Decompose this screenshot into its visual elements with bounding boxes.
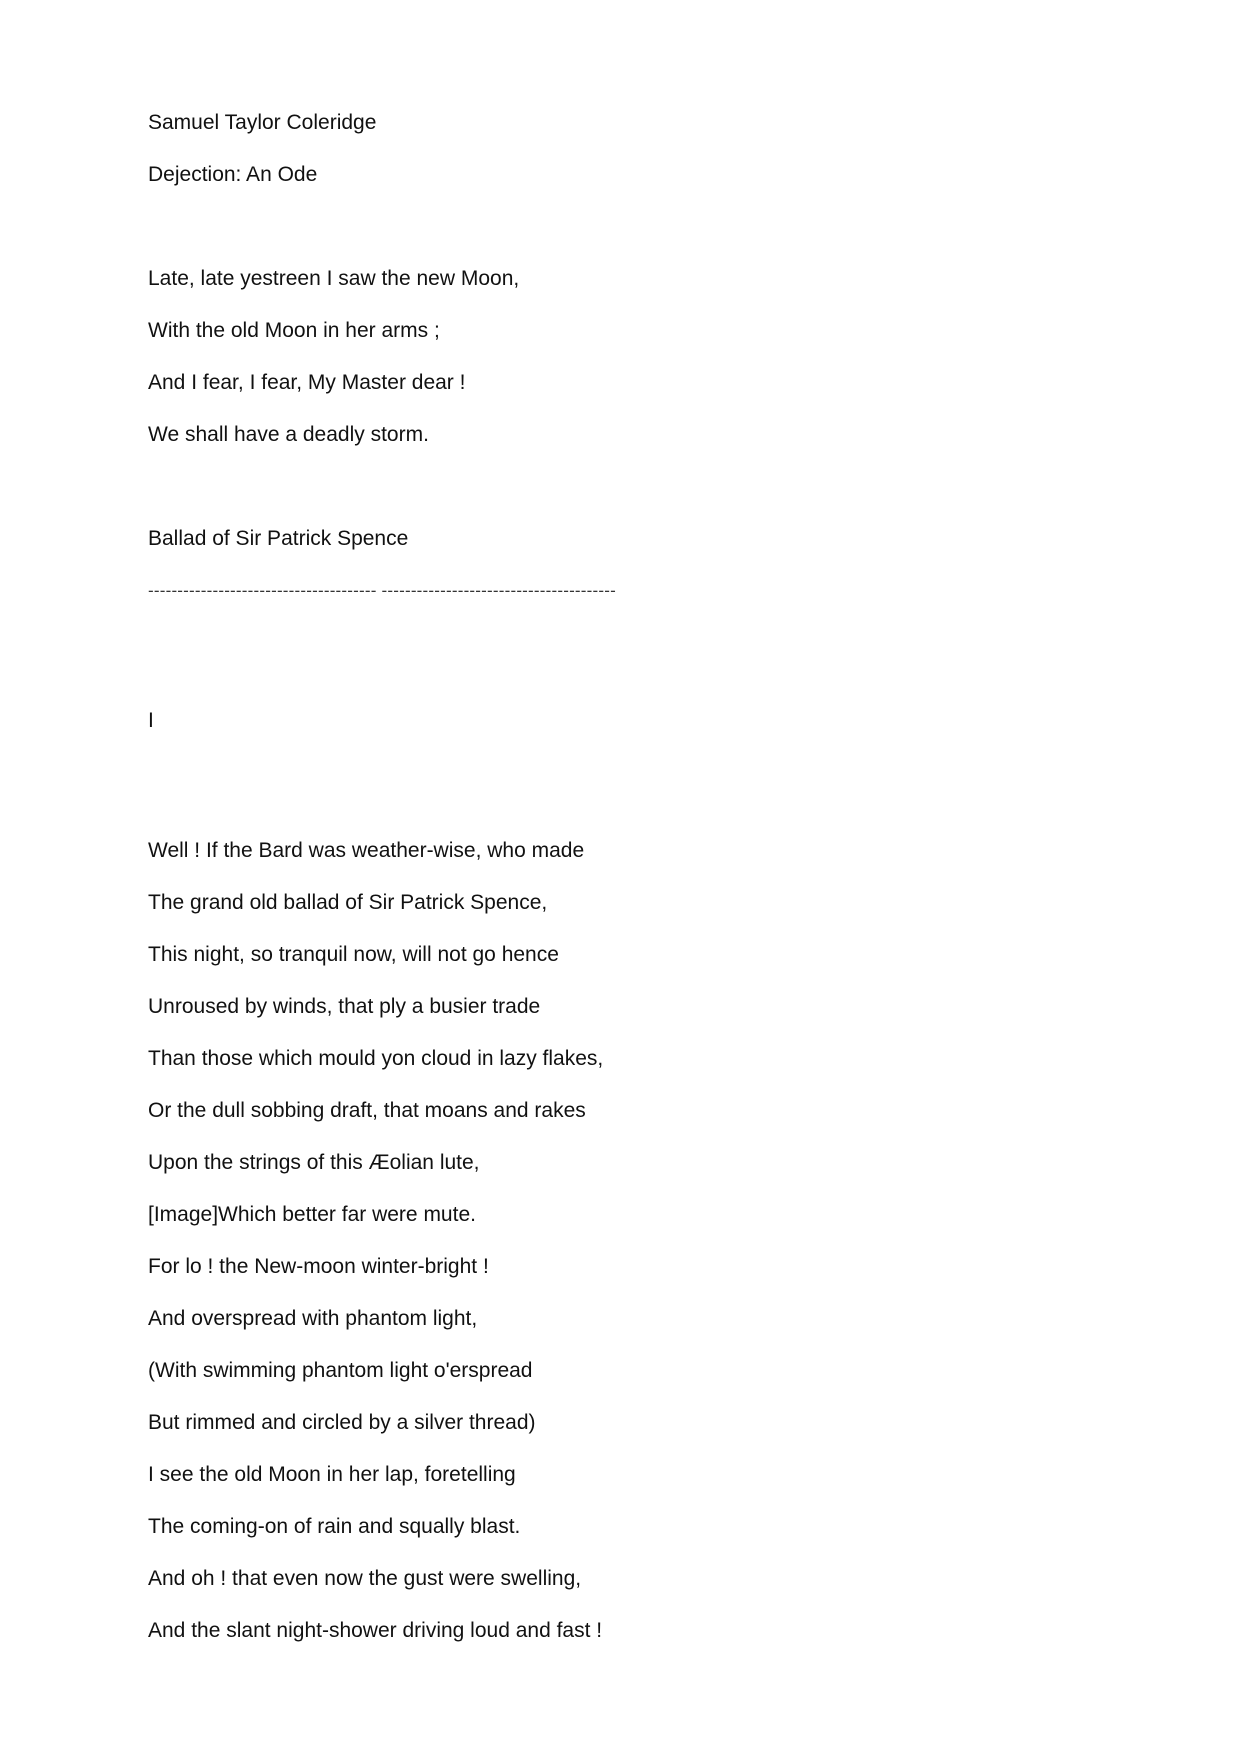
- verse-line: Than those which mould yon cloud in lazy flakes,: [148, 1047, 604, 1070]
- verse-line: (With swimming phantom light o'erspread: [148, 1359, 533, 1382]
- verse-line: Upon the strings of this Æolian lute,: [148, 1151, 480, 1174]
- verse-line: The grand old ballad of Sir Patrick Spence,: [148, 891, 548, 914]
- epigraph-line: Late, late yestreen I saw the new Moon,: [148, 267, 520, 290]
- epigraph-source: Ballad of Sir Patrick Spence: [148, 527, 409, 550]
- verse-line: But rimmed and circled by a silver thread): [148, 1411, 536, 1434]
- stanza-body: [148, 838, 1108, 1644]
- verse-line: And oh ! that even now the gust were swelling,: [148, 1567, 582, 1590]
- epigraph-line: With the old Moon in her arms ;: [148, 319, 440, 342]
- verse-line: This night, so tranquil now, will not go hence: [148, 943, 559, 966]
- epigraph: [148, 266, 1108, 448]
- epigraph-line: And I fear, I fear, My Master dear !: [148, 371, 466, 394]
- verse-line: For lo ! the New-moon winter-bright !: [148, 1255, 489, 1278]
- verse-line: Unroused by winds, that ply a busier trade: [148, 995, 541, 1018]
- stanza-number: I: [148, 709, 154, 732]
- verse-line: The coming-on of rain and squally blast.: [148, 1515, 521, 1538]
- spacer: [148, 474, 1108, 526]
- epigraph-line: We shall have a deadly storm.: [148, 423, 429, 446]
- divider-line: --------------------------------------- ----------------------------------------: [148, 581, 616, 600]
- verse-line: I see the old Moon in her lap, foretelling: [148, 1463, 516, 1486]
- verse-line: And the slant night-shower driving loud and fast !: [148, 1619, 603, 1642]
- verse-line: Well ! If the Bard was weather-wise, who made: [148, 839, 585, 862]
- document-page: [148, 110, 1108, 1670]
- author-name: Samuel Taylor Coleridge: [148, 111, 377, 134]
- verse-line: [Image]Which better far were mute.: [148, 1203, 476, 1226]
- spacer: [148, 630, 1108, 708]
- spacer: [148, 760, 1108, 838]
- verse-line: Or the dull sobbing draft, that moans and rakes: [148, 1099, 586, 1122]
- verse-line: And overspread with phantom light,: [148, 1307, 478, 1330]
- poem-title: Dejection: An Ode: [148, 163, 318, 186]
- spacer: [148, 214, 1108, 266]
